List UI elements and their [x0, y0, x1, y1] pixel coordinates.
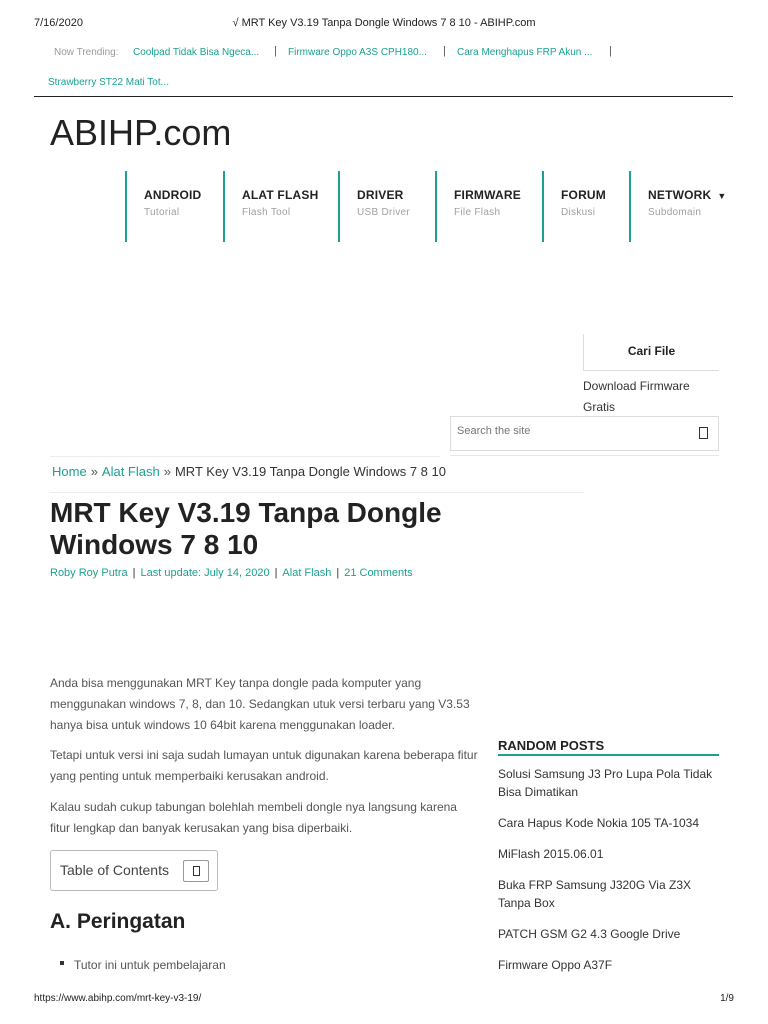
trending-link[interactable]: Strawberry ST22 Mati Tot... [48, 77, 169, 88]
toggle-icon [193, 866, 200, 876]
nav-label [648, 188, 739, 202]
list-item: Tutor ini untuk pembelajaran [74, 958, 226, 972]
nav-item-alat-flash[interactable] [223, 171, 339, 242]
random-posts-underline [498, 754, 719, 756]
meta-separator: | [132, 567, 136, 579]
bullet-icon [60, 961, 64, 965]
divider [50, 492, 584, 493]
post-paragraph: Anda bisa menggunakan MRT Key tanpa dongle pada komputer yang menggunakan windows 7, 8, dan 10. Sedangkan utuk versi terbaru yang V3.53 hanya bisa untuk windows 10 64bit karena menggunakan loader. [50, 676, 470, 732]
author-link[interactable]: Roby Roy Putra [50, 567, 128, 579]
breadcrumb-category[interactable]: Alat Flash [101, 464, 160, 479]
breadcrumb [52, 464, 446, 479]
nav-sublabel: File Flash [454, 207, 501, 218]
divider [450, 455, 719, 456]
random-post-link[interactable]: Cara Hapus Kode Nokia 105 TA-1034 [498, 816, 700, 830]
random-posts-heading: RANDOM POSTS [498, 738, 605, 753]
nav-item-driver[interactable] [338, 171, 436, 242]
search-box [450, 416, 719, 451]
toc-toggle-button[interactable] [183, 860, 209, 882]
cari-file-heading: Cari File [583, 334, 719, 371]
nav-item-firmware[interactable] [435, 171, 543, 242]
random-post-link[interactable]: Firmware Oppo A37F [498, 958, 613, 972]
random-post-link[interactable]: Solusi Samsung J3 Pro Lupa Pola Tidak Bisa Dimatikan [498, 767, 713, 799]
nav-item-android[interactable] [125, 171, 223, 242]
breadcrumb-separator: » [163, 464, 171, 479]
site-logo[interactable]: ABIHP.com [50, 112, 232, 153]
random-post-link[interactable]: Buka FRP Samsung J320G Via Z3X Tanpa Box [498, 878, 691, 910]
toc-label: Table of Contents [60, 862, 169, 878]
download-firmware-link[interactable]: Download Firmware Gratis [583, 379, 690, 414]
print-url: https://www.abihp.com/mrt-key-v3-19/ [34, 993, 202, 1004]
nav-sublabel: Subdomain [648, 207, 702, 218]
nav-item-forum[interactable] [542, 171, 630, 242]
print-date: 7/16/2020 [34, 17, 83, 29]
comments-link[interactable]: 21 Comments [344, 567, 413, 579]
trending-separator: | [609, 45, 612, 57]
trending-link[interactable]: Firmware Oppo A3S CPH180... [288, 47, 427, 58]
divider [50, 456, 440, 457]
section-heading: A. Peringatan [50, 910, 186, 933]
meta-separator: | [336, 567, 340, 579]
nav-sublabel: USB Driver [357, 207, 411, 218]
table-of-contents [50, 850, 218, 891]
nav-sublabel: Tutorial [144, 207, 180, 218]
nav-item-network[interactable] [629, 171, 739, 242]
page-title: MRT Key V3.19 Tanpa Dongle Windows 7 8 10 [50, 497, 442, 560]
nav-label: FORUM [561, 188, 606, 202]
post-paragraph: Kalau sudah cukup tabungan bolehlah membeli dongle nya langsung karena fitur lengkap dan banyak kerusakan yang bisa diperbaiki. [50, 800, 457, 835]
nav-label: ALAT FLASH [242, 188, 319, 202]
trending-separator: | [274, 45, 277, 57]
nav-label: DRIVER [357, 188, 404, 202]
post-meta [50, 567, 413, 579]
breadcrumb-current: MRT Key V3.19 Tanpa Dongle Windows 7 8 10 [174, 464, 446, 479]
nav-sublabel: Flash Tool [242, 207, 291, 218]
print-page-number: 1/9 [720, 993, 734, 1004]
breadcrumb-home[interactable]: Home [52, 464, 87, 479]
chevron-down-icon: ▼ [717, 191, 727, 201]
trending-link[interactable]: Cara Menghapus FRP Akun ... [457, 47, 593, 58]
random-post-link[interactable]: PATCH GSM G2 4.3 Google Drive [498, 927, 681, 941]
trending-label: Now Trending: [54, 47, 119, 58]
category-link[interactable]: Alat Flash [282, 567, 332, 579]
nav-label: FIRMWARE [454, 188, 521, 202]
trending-separator: | [443, 45, 446, 57]
last-update: Last update: July 14, 2020 [140, 567, 270, 579]
meta-separator: | [274, 567, 278, 579]
trending-link[interactable]: Coolpad Tidak Bisa Ngeca... [133, 47, 260, 58]
nav-sublabel: Diskusi [561, 207, 596, 218]
random-post-link[interactable]: MiFlash 2015.06.01 [498, 847, 604, 861]
post-paragraph: Tetapi untuk versi ini saja sudah lumayan untuk digunakan karena beberapa fitur yang penting untuk memperbaiki kerusakan android. [50, 748, 478, 783]
nav-label: ANDROID [144, 188, 202, 202]
search-input[interactable] [457, 425, 677, 437]
header-divider [34, 96, 733, 97]
breadcrumb-separator: » [90, 464, 98, 479]
print-title: √ MRT Key V3.19 Tanpa Dongle Windows 7 8 10 - ABIHP.com [232, 17, 536, 29]
search-icon[interactable] [699, 427, 708, 439]
nav-label-text: NETWORK [648, 188, 712, 202]
